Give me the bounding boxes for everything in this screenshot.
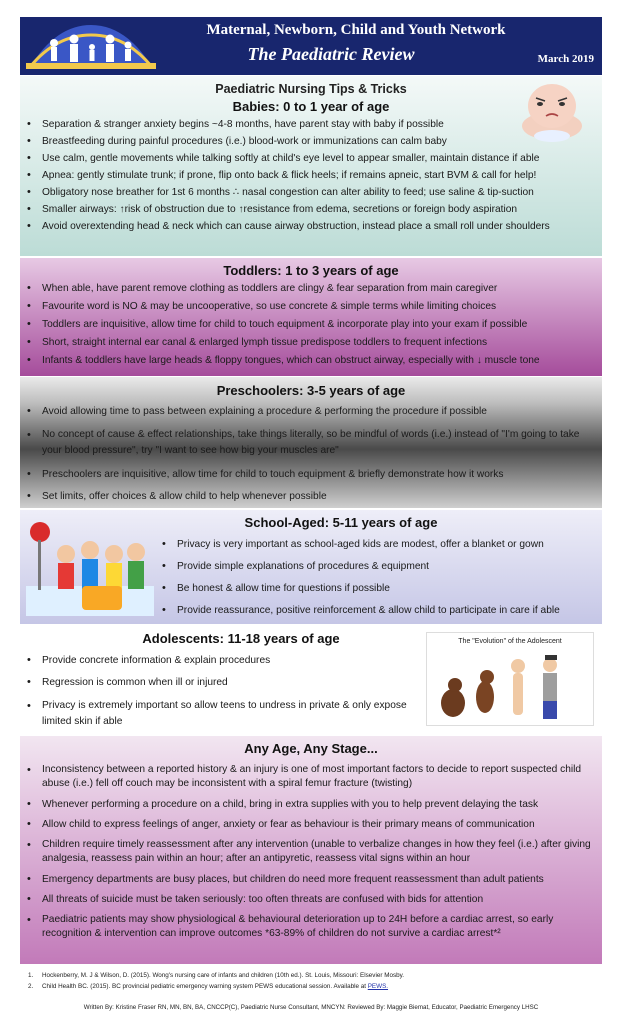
section-heading: Preschoolers: 3-5 years of age bbox=[216, 383, 406, 398]
list-item: • Use calm, gentle movements while talking softly at child's eye level to appear smaller, maintain distance if able bbox=[20, 152, 602, 165]
list-item: • Inconsistency between a reported history & an injury is one of most important factors to decide to report suspected child abuse (i.e.) fell off couch may be inconsistent with a spiral femur fracture (twisting) bbox=[20, 763, 602, 791]
section-preschoolers bbox=[20, 377, 602, 508]
list-item: • Regression is common when ill or injured bbox=[20, 676, 422, 689]
reference-item: 1. Hockenberry, M. J & Wilson, D. (2015). Wong's nursing care of infants and children (10th ed.). St. Louis, Missouri: Elsevier Mosby. bbox=[28, 972, 405, 979]
list-item: • Avoid overextending head & neck which can cause airway obstruction, instead place a small roll under shoulders bbox=[20, 220, 602, 233]
header-banner bbox=[20, 17, 602, 75]
reference-item: 2. Child Health BC. (2015). BC provincial pediatric emergency warning system PEWS educational session. Available at PEWS. bbox=[28, 983, 389, 990]
list-item: • Short, straight internal ear canal & enlarged lymph tissue predispose toddlers to frequent infections bbox=[20, 336, 602, 349]
list-item: • Separation & stranger anxiety begins ~4-8 months, have parent stay with baby if possible bbox=[20, 118, 602, 131]
any-age-list bbox=[20, 763, 602, 941]
section-adolescents bbox=[20, 626, 602, 734]
list-item: • Smaller airways: ↑risk of obstruction due to ↑resistance from edema, secretions or foreign body aspiration bbox=[20, 203, 602, 216]
babies-list bbox=[20, 118, 602, 233]
list-item: • Toddlers are inquisitive, allow time for child to touch equipment & incorporate play into your exam if possible bbox=[20, 318, 602, 331]
org-name: Maternal, Newborn, Child and Youth Network bbox=[206, 22, 506, 38]
list-item: • Provide concrete information & explain procedures bbox=[20, 654, 422, 667]
issue-date: March 2019 bbox=[537, 53, 594, 65]
section-any-age bbox=[20, 736, 602, 964]
list-item: • Provide simple explanations of procedures & equipment bbox=[155, 560, 602, 573]
section-toddlers bbox=[20, 258, 602, 376]
list-item: • Obligatory nose breather for 1st 6 months ∴ nasal congestion can alter ability to feed; use saline & tip-suction bbox=[20, 186, 602, 199]
list-item: • When able, have parent remove clothing as toddlers are clingy & fear separation from main caregiver bbox=[20, 282, 602, 295]
section-heading: Adolescents: 11-18 years of age bbox=[142, 631, 340, 646]
section-heading: School-Aged: 5-11 years of age bbox=[244, 515, 438, 530]
list-item: • Emergency departments are busy places, but children do need more frequent reassessment than adult patients bbox=[20, 873, 602, 886]
evolution-illustration-icon bbox=[435, 651, 587, 723]
pews-link[interactable]: PEWS. bbox=[367, 983, 389, 990]
list-item: • Favourite word is NO & may be uncooperative, so use concrete & simple terms while limiting choices bbox=[20, 300, 602, 313]
list-item: • Children require timely reassessment after any intervention (unable to verbalize changes in how they feel (i.e.) after giving analgesia, reassess pain within an hour; after an antipyretic, reassess vital signs within an hour bbox=[20, 838, 602, 866]
list-item: • Infants & toddlers have large heads & floppy tongues, which can obstruct airway, especially with ↓ muscle tone bbox=[20, 354, 602, 367]
list-item: • Provide reassurance, positive reinforcement & allow child to participate in care if able bbox=[155, 604, 602, 617]
list-item: • Privacy is extremely important so allow teens to undress in private & only expose limited skin if able bbox=[20, 698, 422, 730]
list-item: • Apnea: gently stimulate trunk; if prone, flip onto back & flick heels; if remains apneic, start BVM & call for help! bbox=[20, 169, 602, 182]
list-item: • Be honest & allow time for questions if possible bbox=[155, 582, 602, 595]
author-credit: Written By: Kristine Fraser RN, MN, BN, BA, CNCCP(C), Paediatric Nurse Consultant, MNCYN: Reviewed By: Maggie Biemat, Educator, Paediatric Emergency LHSC bbox=[83, 1004, 539, 1011]
list-item: • No concept of cause & effect relationships, take things literally, so be mindful of words (i.e.) instead of "I'm going to take your blood pressure", try "I want to see how big your muscles are" bbox=[20, 427, 602, 459]
references bbox=[28, 970, 598, 992]
evolution-figure bbox=[426, 632, 594, 726]
school-kids-illustration-icon bbox=[26, 516, 154, 616]
section-school-aged bbox=[20, 510, 602, 624]
preschoolers-list bbox=[20, 405, 602, 503]
list-item: • Avoid allowing time to pass between explaining a procedure & performing the procedure if possible bbox=[20, 405, 602, 418]
figure-caption: The "Evolution" of the Adolescent bbox=[458, 638, 562, 645]
section-babies bbox=[20, 76, 602, 256]
toddlers-list bbox=[20, 282, 602, 367]
section-heading: Toddlers: 1 to 3 years of age bbox=[223, 263, 399, 278]
list-item: • Privacy is very important as school-aged kids are modest, offer a blanket or gown bbox=[155, 538, 602, 551]
list-item: • Whenever performing a procedure on a child, bring in extra supplies with you to help prevent delaying the task bbox=[20, 798, 602, 811]
baby-illustration-icon bbox=[510, 78, 594, 142]
tips-title: Paediatric Nursing Tips & Tricks bbox=[215, 82, 407, 96]
list-item: • Breastfeeding during painful procedures (i.e.) blood-work or immunizations can calm baby bbox=[20, 135, 602, 148]
list-item: • Set limits, offer choices & allow child to help whenever possible bbox=[20, 490, 602, 503]
list-item: • Preschoolers are inquisitive, allow time for child to touch equipment & briefly demonstrate how it works bbox=[20, 468, 602, 481]
list-item: • Paediatric patients may show physiological & behavioural deterioration up to 24H before a cardiac arrest, so early recognition & intervention can improve outcomes *63-89% of children do not survive a cardiac arrest*² bbox=[20, 913, 602, 941]
newsletter-title: The Paediatric Review bbox=[247, 44, 415, 64]
section-heading: Babies: 0 to 1 year of age bbox=[232, 99, 390, 114]
section-heading: Any Age, Any Stage... bbox=[244, 741, 378, 756]
list-item: • All threats of suicide must be taken seriously: too often threats are confused with bids for attention bbox=[20, 893, 602, 906]
list-item: • Allow child to express feelings of anger, anxiety or fear as behaviour is their primary means of communication bbox=[20, 818, 602, 831]
